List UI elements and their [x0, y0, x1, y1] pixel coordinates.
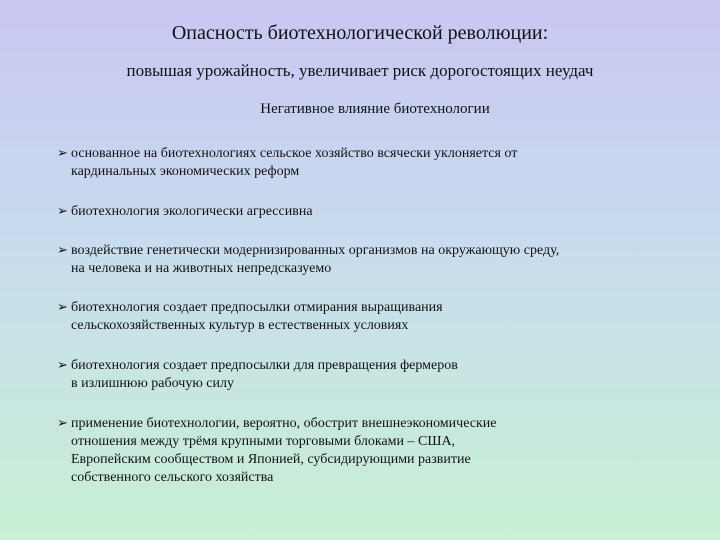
bullet-line: биотехнология экологически агрессивна: [71, 204, 313, 219]
bullet-item: [57, 299, 667, 335]
bullet-line: на человека и на животных непредсказуемо: [71, 261, 332, 276]
bullet-line: биотехнология создает предпосылки для превращения фермеров: [71, 358, 458, 373]
bullet-item: [57, 203, 667, 221]
arrow-right-icon: ➢: [57, 416, 68, 431]
bullet-item: [57, 242, 667, 278]
bullet-item: [57, 415, 667, 487]
bullet-line: Европейским сообществом и Японией, субсидирующими развитие: [71, 452, 471, 467]
arrow-right-icon: ➢: [57, 243, 68, 258]
bullet-line: собственного сельского хозяйства: [71, 470, 274, 485]
arrow-right-icon: ➢: [57, 204, 68, 219]
bullet-line: воздействие генетически модернизированных организмов на окружающую среду,: [71, 243, 560, 258]
arrow-right-icon: ➢: [57, 300, 68, 315]
bullet-line: отношения между трёмя крупными торговыми блоками – США,: [71, 434, 456, 449]
bullet-line: биотехнология создает предпосылки отмирания выращивания: [71, 300, 443, 315]
bullet-item: [57, 357, 667, 393]
bullet-line: применение биотехнологии, вероятно, обострит внешнеэкономические: [71, 416, 497, 431]
bullet-item: [57, 145, 667, 181]
bullet-line: основанное на биотехнологиях сельское хозяйство всячески уклоняется от: [71, 146, 518, 161]
bullet-line: в излишнюю рабочую силу: [71, 376, 234, 391]
arrow-right-icon: ➢: [57, 146, 68, 161]
bullet-line: кардинальных экономических реформ: [71, 164, 300, 179]
slide-title: Опасность биотехнологической революции:: [171, 22, 549, 44]
bullet-line: сельскохозяйственных культур в естественных условиях: [71, 318, 409, 333]
section-heading: Негативное влияние биотехнологии: [260, 101, 490, 117]
arrow-right-icon: ➢: [57, 358, 68, 373]
slide-subtitle: повышая урожайность, увеличивает риск дорогостоящих неудач: [126, 61, 594, 80]
